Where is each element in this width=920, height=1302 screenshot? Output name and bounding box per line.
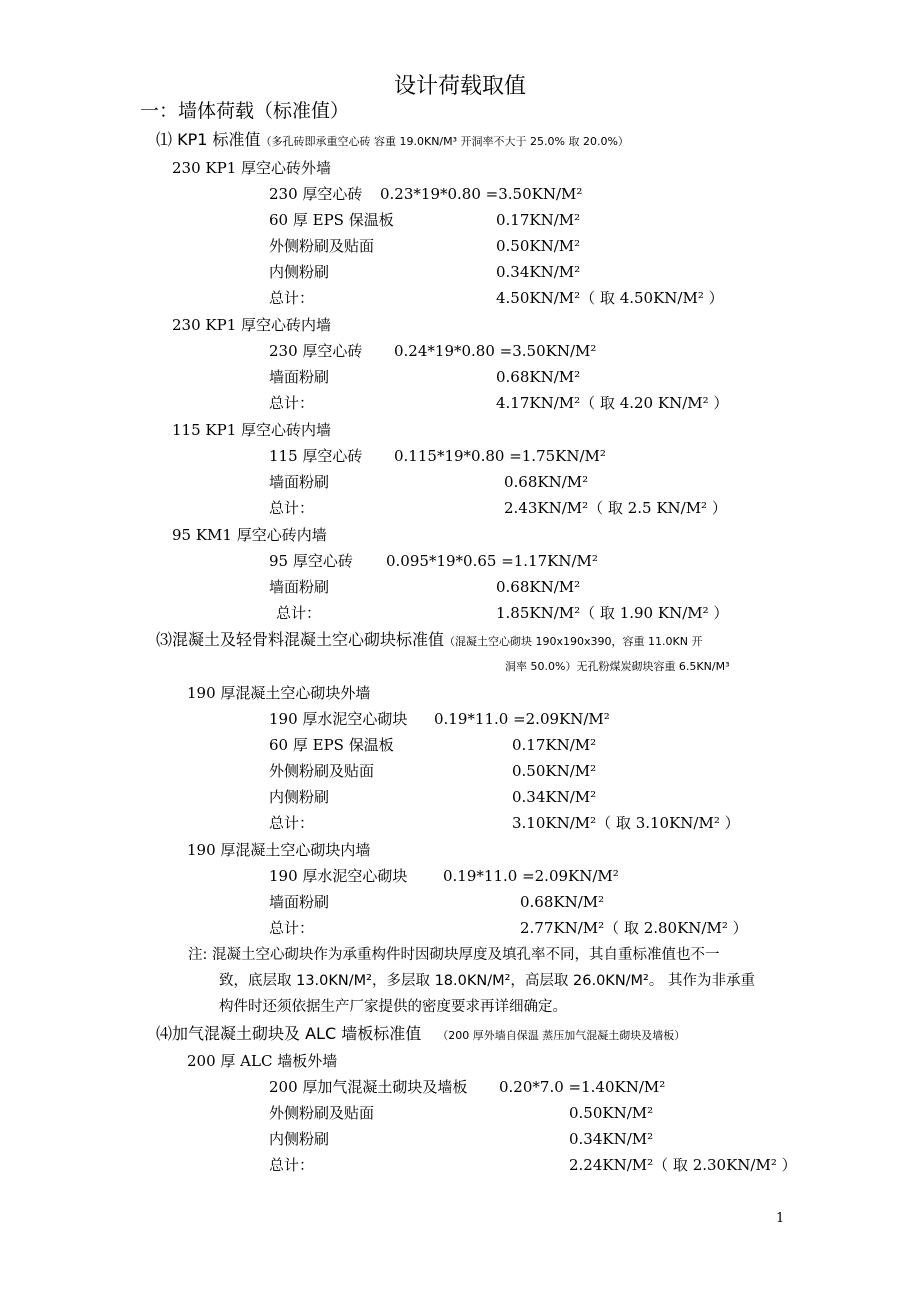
row-value: 0.50KN/M² — [512, 762, 597, 780]
load-row — [0, 187, 920, 205]
load-row — [0, 1080, 920, 1098]
row-value: 0.34KN/M² — [496, 263, 581, 281]
load-row — [0, 239, 920, 257]
row-formula: 0.19*11.0 =2.09KN/M² — [443, 867, 619, 885]
row-value: 2.24KN/M²（ 取 2.30KN/M² ） — [569, 1156, 797, 1174]
row-label: 190 厚水泥空心砌块 — [269, 710, 408, 728]
row-label: 60 厚 EPS 保温板 — [269, 736, 394, 754]
row-label: 外侧粉刷及贴面 — [269, 237, 375, 255]
row-label: 墙面粉刷 — [269, 893, 330, 911]
group-title: 200 厚 ALC 墙板外墙 — [187, 1052, 338, 1070]
row-value: 0.17KN/M² — [512, 736, 597, 754]
row-value: 0.68KN/M² — [520, 893, 605, 911]
group-title: 230 KP1 厚空心砖外墙 — [172, 159, 332, 177]
row-label: 230 厚空心砖 — [269, 185, 363, 203]
load-row — [0, 370, 920, 388]
load-row — [0, 344, 920, 362]
total-row — [0, 396, 920, 414]
row-value: 1.85KN/M²（ 取 1.90 KN/M² ） — [496, 604, 729, 622]
row-value: 0.34KN/M² — [512, 788, 597, 806]
group-title: 230 KP1 厚空心砖内墙 — [172, 316, 332, 334]
row-label: 内侧粉刷 — [269, 263, 330, 281]
load-row — [0, 764, 920, 782]
total-row — [0, 501, 920, 519]
total-row — [0, 1158, 920, 1176]
row-label: 总计： — [269, 919, 315, 937]
concrete-heading: ⑶混凝土及轻骨料混凝土空心砌块标准值 — [156, 630, 445, 649]
kp1-heading-line — [156, 132, 629, 148]
load-row — [0, 449, 920, 467]
document-title: 设计荷载取值 — [393, 74, 526, 99]
concrete-heading-line — [156, 632, 702, 648]
row-value: 4.17KN/M²（ 取 4.20 KN/M² ） — [496, 394, 729, 412]
aerated-note: （200 厚外墙自保温 蒸压加气混凝土砌块及墙板） — [437, 1029, 686, 1042]
kp1-heading: ⑴ KP1 标准值 — [156, 130, 261, 149]
row-label: 墙面粉刷 — [269, 368, 330, 386]
page-number: 1 — [776, 1211, 785, 1226]
row-value: 2.43KN/M²（ 取 2.5 KN/M² ） — [504, 499, 727, 517]
load-row — [0, 475, 920, 493]
load-row — [0, 554, 920, 572]
row-value: 0.68KN/M² — [496, 578, 581, 596]
row-value: 0.68KN/M² — [496, 368, 581, 386]
row-formula: 0.19*11.0 =2.09KN/M² — [434, 710, 610, 728]
concrete-note-continued: 洞率 50.0%）无孔粉煤炭砌块容重 6.5KN/M³ — [505, 660, 730, 673]
row-value: 0.50KN/M² — [496, 237, 581, 255]
total-row — [0, 606, 920, 624]
total-row — [0, 921, 920, 939]
row-label: 190 厚水泥空心砌块 — [269, 867, 408, 885]
row-formula: 0.23*19*0.80 =3.50KN/M² — [380, 185, 583, 203]
load-row — [0, 213, 920, 231]
group-title: 190 厚混凝土空心砌块外墙 — [187, 684, 371, 702]
row-label: 内侧粉刷 — [269, 1130, 330, 1148]
row-label: 墙面粉刷 — [269, 473, 330, 491]
aerated-heading-line — [156, 1026, 685, 1042]
row-value: 2.77KN/M²（ 取 2.80KN/M² ） — [520, 919, 748, 937]
row-value: 4.50KN/M²（ 取 4.50KN/M² ） — [496, 289, 724, 307]
total-row — [0, 291, 920, 309]
row-label: 外侧粉刷及贴面 — [269, 762, 375, 780]
load-row — [0, 1132, 920, 1150]
row-label: 外侧粉刷及贴面 — [269, 1104, 375, 1122]
row-value: 0.68KN/M² — [504, 473, 589, 491]
row-formula: 0.115*19*0.80 =1.75KN/M² — [394, 447, 606, 465]
remark-line-1: 注: 混凝土空心砌块作为承重构件时因砌块厚度及填孔率不同，其自重标准值也不一 — [188, 947, 720, 963]
load-row — [0, 580, 920, 598]
row-formula: 0.095*19*0.65 =1.17KN/M² — [386, 552, 598, 570]
row-label: 总计： — [269, 394, 315, 412]
load-row — [0, 869, 920, 887]
group-title: 95 KM1 厚空心砖内墙 — [172, 526, 327, 544]
load-row — [0, 895, 920, 913]
total-row — [0, 816, 920, 834]
row-formula: 0.24*19*0.80 =3.50KN/M² — [394, 342, 597, 360]
row-value: 0.17KN/M² — [496, 211, 581, 229]
concrete-note: （混凝土空心砌块 190x190x390，容重 11.0KN 开 — [444, 635, 703, 648]
remark-line-2: 致，底层取 13.0KN/M²，多层取 18.0KN/M²，高层取 26.0KN/M²。 其作为非承重 — [219, 973, 755, 989]
load-row — [0, 790, 920, 808]
row-label: 总计： — [269, 1156, 315, 1174]
row-label: 总计： — [276, 604, 322, 622]
load-row — [0, 1106, 920, 1124]
load-row — [0, 265, 920, 283]
row-label: 总计： — [269, 289, 315, 307]
row-label: 115 厚空心砖 — [269, 447, 363, 465]
kp1-note: （多孔砖即承重空心砖 容重 19.0KN/M³ 开洞率不大于 25.0% 取 20.0%） — [260, 135, 629, 148]
row-label: 总计： — [269, 814, 315, 832]
load-row — [0, 712, 920, 730]
row-label: 200 厚加气混凝土砌块及墙板 — [269, 1078, 468, 1096]
remark-line-3: 构件时还须依据生产厂家提供的密度要求再详细确定。 — [219, 999, 567, 1015]
section-heading-wall-loads: 一：墙体荷载（标准值） — [140, 100, 350, 122]
load-row — [0, 738, 920, 756]
row-label: 墙面粉刷 — [269, 578, 330, 596]
row-label: 内侧粉刷 — [269, 788, 330, 806]
row-value: 0.50KN/M² — [569, 1104, 654, 1122]
group-title: 115 KP1 厚空心砖内墙 — [172, 421, 332, 439]
aerated-heading: ⑷加气混凝土砌块及 ALC 墙板标准值 — [156, 1024, 422, 1043]
group-title: 190 厚混凝土空心砌块内墙 — [187, 841, 371, 859]
row-label: 95 厚空心砖 — [269, 552, 353, 570]
row-formula: 0.20*7.0 =1.40KN/M² — [499, 1078, 666, 1096]
row-label: 230 厚空心砖 — [269, 342, 363, 360]
row-value: 3.10KN/M²（ 取 3.10KN/M² ） — [512, 814, 740, 832]
row-value: 0.34KN/M² — [569, 1130, 654, 1148]
row-label: 总计： — [269, 499, 315, 517]
row-label: 60 厚 EPS 保温板 — [269, 211, 394, 229]
